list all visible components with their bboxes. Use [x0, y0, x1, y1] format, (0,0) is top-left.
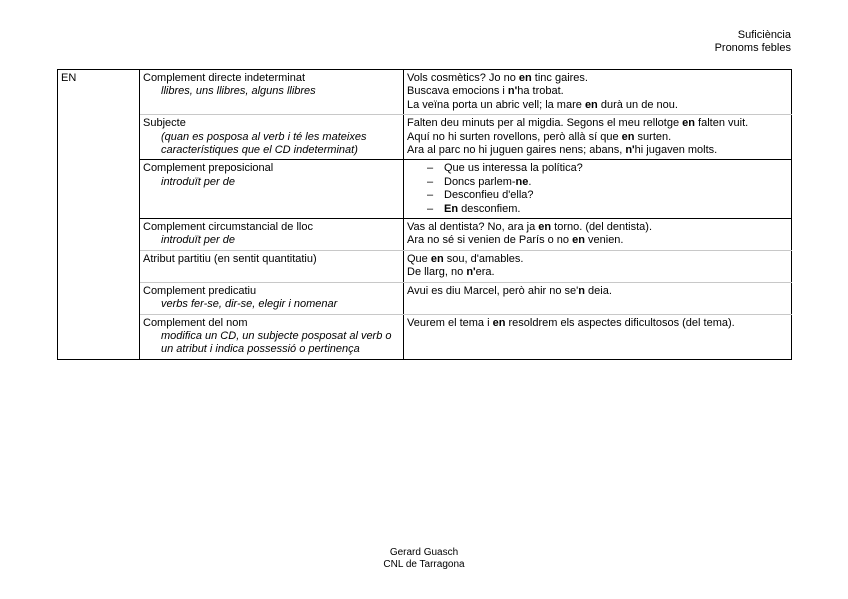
example-text: Que [407, 252, 431, 265]
pronoun-highlight: en [584, 98, 598, 111]
example-line [407, 144, 788, 157]
example-line [407, 266, 788, 279]
example-cell [404, 70, 792, 115]
example-text: Vols cosmètics? Jo no [407, 72, 519, 84]
example-cell [404, 282, 792, 314]
function-name: Subjecte [143, 117, 186, 130]
example-line [407, 285, 788, 298]
function-cell [140, 160, 404, 219]
function-cell [140, 250, 404, 282]
example-cell [404, 160, 792, 219]
pronoun-highlight: en [518, 72, 532, 84]
table-row [58, 314, 792, 359]
example-text: resoldrem els aspectes dificultosos (del tema). [505, 316, 735, 329]
page-footer [0, 547, 848, 570]
example-text: Ara no sé si venien de París o no [407, 234, 573, 247]
example-text: venien. [584, 234, 624, 247]
example-text: Veurem el tema i [407, 316, 493, 329]
pronoun-table [57, 69, 792, 360]
function-name: Complement directe indeterminat [143, 72, 306, 84]
table-row [58, 250, 792, 282]
function-detail: (quan es posposa al verb i té les mateixes característiques que el CD indeterminat) [161, 130, 367, 157]
pronoun-highlight: n' [507, 85, 518, 98]
example-cell [404, 219, 792, 251]
example-text: La veïna porta un abric vell; la mare [407, 98, 585, 111]
pronoun-cell-empty [58, 314, 140, 359]
page-header [715, 29, 791, 56]
pronoun-highlight: en [538, 221, 552, 234]
function-name: Complement predicatiu [143, 284, 257, 297]
function-name: Complement circumstancial de lloc [143, 221, 313, 234]
example-text: tinc gaires. [531, 72, 588, 84]
function-cell [140, 115, 404, 160]
example-line [407, 317, 788, 330]
function-cell [140, 219, 404, 251]
pronoun-highlight: n' [625, 144, 635, 157]
function-name: Atribut partitiu (en sentit quantitatiu) [143, 252, 317, 265]
function-detail: introduït per de [161, 234, 235, 247]
pronoun-highlight: en [492, 316, 506, 329]
example-line [407, 234, 788, 247]
dialogue-line [427, 162, 788, 175]
function-cell [140, 282, 404, 314]
pronoun-highlight: n' [466, 266, 476, 279]
example-text: Que us interessa la política? [444, 162, 583, 175]
example-text: Desconfieu d'ella? [444, 189, 534, 202]
example-line [407, 131, 788, 144]
function-detail: introduït per de [161, 175, 235, 188]
example-line [407, 85, 788, 98]
footer-author: Gerard Guasch [389, 547, 459, 558]
example-text: Buscava emocions i [407, 85, 508, 98]
function-cell [140, 314, 404, 359]
pronoun-cell-empty [58, 219, 140, 251]
example-text: De llarg, no [407, 266, 467, 279]
dialogue-line [427, 176, 788, 189]
function-cell [140, 70, 404, 115]
header-title: Suficiència [737, 29, 791, 41]
pronoun-cell-empty [58, 160, 140, 219]
table-row [58, 282, 792, 314]
example-text: Vas al dentista? No, ara ja [407, 221, 539, 234]
example-text: Ara al parc no hi juguen gaires nens; abans, [407, 144, 626, 157]
table-row [58, 160, 792, 219]
example-text: Falten deu minuts per al migdia. Segons el meu rellotge [407, 117, 683, 130]
example-cell [404, 115, 792, 160]
function-name: Complement del nom [143, 316, 248, 329]
function-detail: verbs fer-se, dir-se, elegir i nomenar [161, 298, 338, 311]
example-line [407, 221, 788, 234]
function-detail: llibres, uns llibres, alguns llibres [161, 85, 316, 98]
example-line [407, 99, 788, 112]
dialogue-line [427, 203, 788, 216]
function-name: Complement preposicional [143, 162, 274, 175]
pronoun-highlight: ne [515, 175, 529, 188]
footer-org: CNL de Tarragona [383, 558, 465, 570]
table-row [58, 115, 792, 160]
pronoun-highlight: En [444, 202, 459, 215]
example-cell [404, 250, 792, 282]
table-row [58, 70, 792, 115]
example-text: . [528, 175, 532, 188]
dialogue-line [427, 189, 788, 202]
pronoun-highlight: en [621, 130, 635, 143]
pronoun-cell-empty [58, 282, 140, 314]
pronoun-highlight: en [572, 234, 585, 247]
example-text: deia. [585, 284, 612, 297]
example-text: hi jugaven molts. [634, 144, 718, 157]
example-cell [404, 314, 792, 359]
example-line [407, 72, 788, 85]
example-text: surten. [634, 130, 672, 143]
example-text: torno. (del dentista). [551, 221, 652, 234]
example-text: desconfiem. [458, 202, 521, 215]
pronoun-cell: EN [58, 70, 140, 115]
example-text: Doncs parlem- [444, 175, 516, 188]
pronoun-cell-empty [58, 115, 140, 160]
example-text: Aquí no hi surten rovellons, però allà sí que [407, 130, 622, 143]
example-text: falten vuit. [695, 117, 749, 130]
pronoun-highlight: n [578, 284, 585, 297]
example-line [407, 253, 788, 266]
pronoun-highlight: en [682, 117, 695, 130]
example-text: sou, d'amables. [443, 252, 524, 265]
example-text: era. [475, 266, 495, 279]
pronoun-cell-empty [58, 250, 140, 282]
pronoun-highlight: en [430, 252, 444, 265]
function-detail: modifica un CD, un subjecte posposat al verb o un atribut i indica possessió o pertinença [161, 329, 392, 356]
dialogue-list [407, 162, 788, 216]
example-text: ha trobat. [517, 85, 564, 98]
example-text: Avui es diu Marcel, però ahir no se' [407, 284, 579, 297]
example-text: durà un de nou. [597, 98, 678, 111]
example-line [407, 117, 788, 130]
header-subtitle: Pronoms febles [714, 42, 791, 55]
table-row [58, 219, 792, 251]
